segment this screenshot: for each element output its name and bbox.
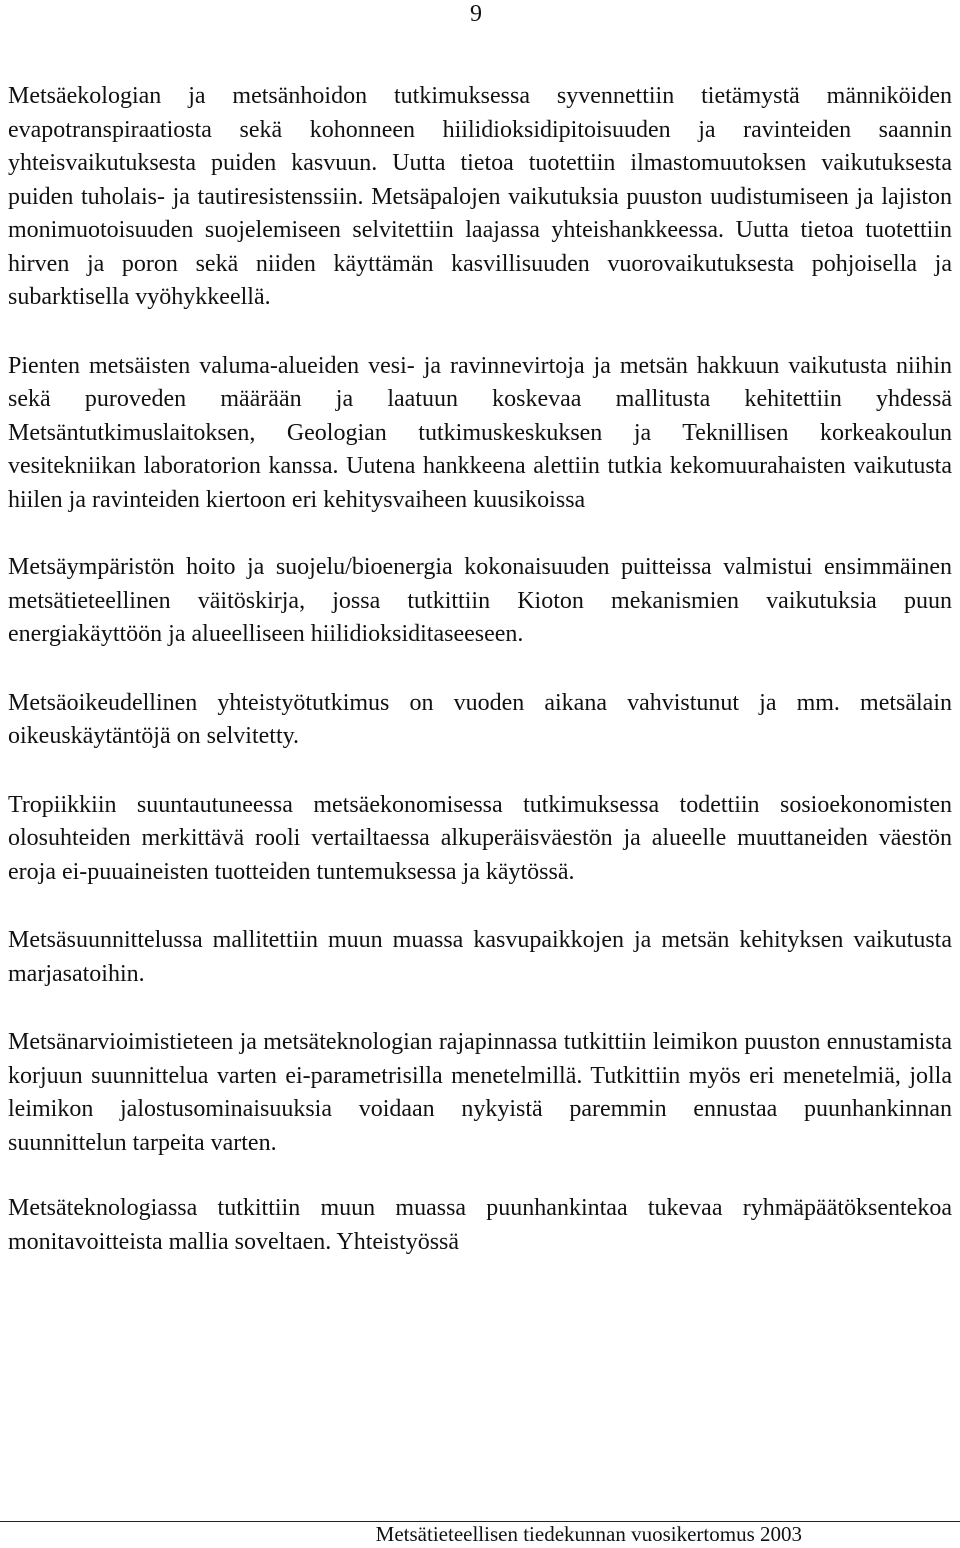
page-number: 9 (470, 1, 482, 27)
paragraph-forest-law: Metsäoikeudellinen yhteistyötutkimus on vuoden aikana vahvistunut ja mm. metsälain oikeuskäytäntöjä on selvitetty. (8, 689, 952, 749)
paragraph-mensuration-technology: Metsänarvioimistieteen ja metsäteknologian rajapinnassa tutkittiin leimikon puuston ennustamista korjuun suunnittelua varten ei-parametrisilla menetelmillä. Tutkittiin myös eri menetelmiä, jolla leimikon jalostusominaisuuksia voidaan nykyistä paremmin ennustaa puunhankinnan suunnittelun tarpeita varten. (8, 1029, 952, 1156)
paragraph-forest-technology: Metsäteknologiassa tutkittiin muun muassa puunhankintaa tukevaa ryhmäpäätöksentekoa monitavoitteista mallia soveltaen. Yhteistyössä (8, 1195, 952, 1255)
paragraph-tropical-economics: Tropiikkiin suuntautuneessa metsäekonomisessa tutkimuksessa todettiin sosioekonomisten olosuhteiden merkittävä rooli vertailtaessa alkuperäisväestön ja alueelle muuttaneiden väestön eroja ei-puuaineisten tuotteiden tuntemuksessa ja käytössä. (8, 791, 952, 885)
paragraph-forest-ecology: Metsäekologian ja metsänhoidon tutkimuksessa syvennettiin tietämystä männiköiden evapotranspiraatiosta sekä kohonneen hiilidioksidipitoisuuden ja ravinteiden saannin yhteisvaikutuksesta puiden kasvuun. Uutta tietoa tuotettiin ilmastomuutoksen vaikutuksesta puiden tuholais- ja tautiresistenssiin. Metsäpalojen vaikutuksia puuston uudistumiseen ja lajiston monimuotoisuuden suojelemiseen selvitettiin laajassa yhteishankkeessa. Uutta tietoa tuotettiin hirven ja poron sekä niiden käyttämän kasvillisuuden vuorovaikutuksesta pohjoisella ja subarktisella vyöhykkeellä. (8, 83, 952, 310)
paragraph-forest-planning: Metsäsuunnittelussa mallitettiin muun muassa kasvupaikkojen ja metsän kehityksen vaikutusta marjasatoihin. (8, 927, 952, 987)
footer-title: Metsätieteellisen tiedekunnan vuosikertomus 2003 (375, 1522, 802, 1546)
document-body (8, 80, 952, 1291)
paragraph-watershed-research: Pienten metsäisten valuma-alueiden vesi- ja ravinnevirtoja ja metsän hakkuun vaikutusta niihin sekä puroveden määrään ja laatuun koskevaa mallitusta kehitettiin yhdessä Metsäntutkimuslaitoksen, Geologian tutkimuskeskuksen ja Teknillisen korkeakoulun vesitekniikan laboratorion kanssa. Uutena hankkeena alettiin tutkia kekomuurahaisten vaikutusta hiilen ja ravinteiden kiertoon eri kehitysvaiheen kuusikoissa (8, 352, 952, 513)
paragraph-bioenergy-dissertation: Metsäympäristön hoito ja suojelu/bioenergia kokonaisuuden puitteissa valmistui ensimmäinen metsätieteellinen väitöskirja, jossa tutkittiin Kioton mekanismien vaikutuksia puun energiakäyttöön ja alueelliseen hiilidioksiditaseeseen. (8, 554, 952, 647)
